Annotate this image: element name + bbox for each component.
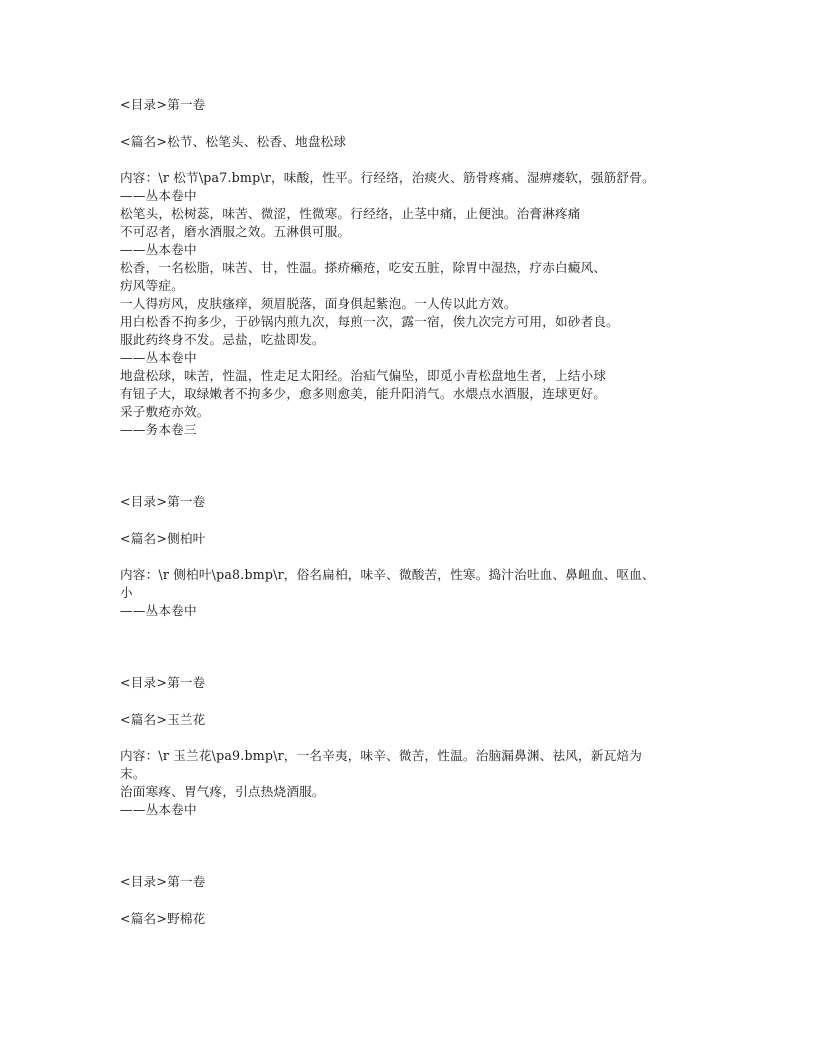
content-line: 疠风等症。 xyxy=(120,278,184,293)
content-line: 用白松香不拘多少，于砂锅内煎九次，每煎一次，露一宿，俟九次完方可用，如砂者良。 xyxy=(120,314,619,329)
content-line: 松香，一名松脂，味苦、甘，性温。搽疥癞疮，吃安五脏，除胃中湿热，疗赤白癜风、 xyxy=(120,260,607,275)
title-line: <篇名>玉兰花 xyxy=(120,711,206,727)
title-line: <篇名>侧柏叶 xyxy=(120,530,206,546)
content-line: 地盘松球，味苦，性温，性走足太阳经。治疝气偏坠，即觅小青松盘地生者，上结小球 xyxy=(120,368,607,383)
source-line: ——丛本卷中 xyxy=(120,350,197,365)
source-line: ——务本卷三 xyxy=(120,422,197,437)
source-line: ——丛本卷中 xyxy=(120,242,197,257)
title-line: <篇名>松节、松笔头、松香、地盘松球 xyxy=(120,133,347,149)
content-line: 一人得疠风，皮肤瘙痒，须眉脱落，面身俱起紫泡。一人传以此方效。 xyxy=(120,296,517,311)
source-line: ——丛本卷中 xyxy=(120,802,197,817)
content-line: 内容：\r 松节\pa7.bmp\r，味酸，性平。行经络，治痰火、筋骨疼痛、湿痹痿软，强筋舒骨。 xyxy=(120,170,655,185)
title-line: <篇名>野棉花 xyxy=(120,910,206,926)
content-line: 松笔头，松树蕊，味苦、微涩，性微寒。行经络，止茎中痛，止便浊。治膏淋疼痛 xyxy=(120,206,581,221)
source-line: ——丛本卷中 xyxy=(120,603,197,618)
catalog-line: <目录>第一卷 xyxy=(120,874,206,889)
entry-cebaiye xyxy=(120,493,710,620)
content-line: 服此药终身不发。忌盐，吃盐即发。 xyxy=(120,332,325,347)
catalog-line: <目录>第一卷 xyxy=(120,494,206,509)
content-line: 小 xyxy=(120,585,133,600)
entry-yemianhua xyxy=(120,873,710,928)
content-line: 有钮子大，取绿嫩者不拘多少，愈多则愈美，能升阳消气。水煨点水酒服，连球更好。 xyxy=(120,386,607,401)
catalog-line: <目录>第一卷 xyxy=(120,97,206,112)
content-line: 内容：\r 侧柏叶\pa8.bmp\r，俗名扁柏，味辛、微酸苦，性寒。捣汁治吐血、鼻衄血、呕血、 xyxy=(120,567,655,582)
catalog-line: <目录>第一卷 xyxy=(120,675,206,690)
content-line: 末。 xyxy=(120,766,146,781)
content-line: 不可忍者，磨水酒服之效。五淋俱可服。 xyxy=(120,224,351,239)
content-line: 内容：\r 玉兰花\pa9.bmp\r，一名辛夷，味辛、微苦，性温。治脑漏鼻渊、祛风，新瓦焙为 xyxy=(120,748,643,763)
entry-yulanhua xyxy=(120,674,710,819)
document-page xyxy=(120,96,710,928)
content-line: 采子敷疮亦效。 xyxy=(120,404,210,419)
source-line: ——丛本卷中 xyxy=(120,188,197,203)
entry-songjie xyxy=(120,96,710,439)
content-line: 治面寒疼、胃气疼，引点热烧酒服。 xyxy=(120,784,325,799)
